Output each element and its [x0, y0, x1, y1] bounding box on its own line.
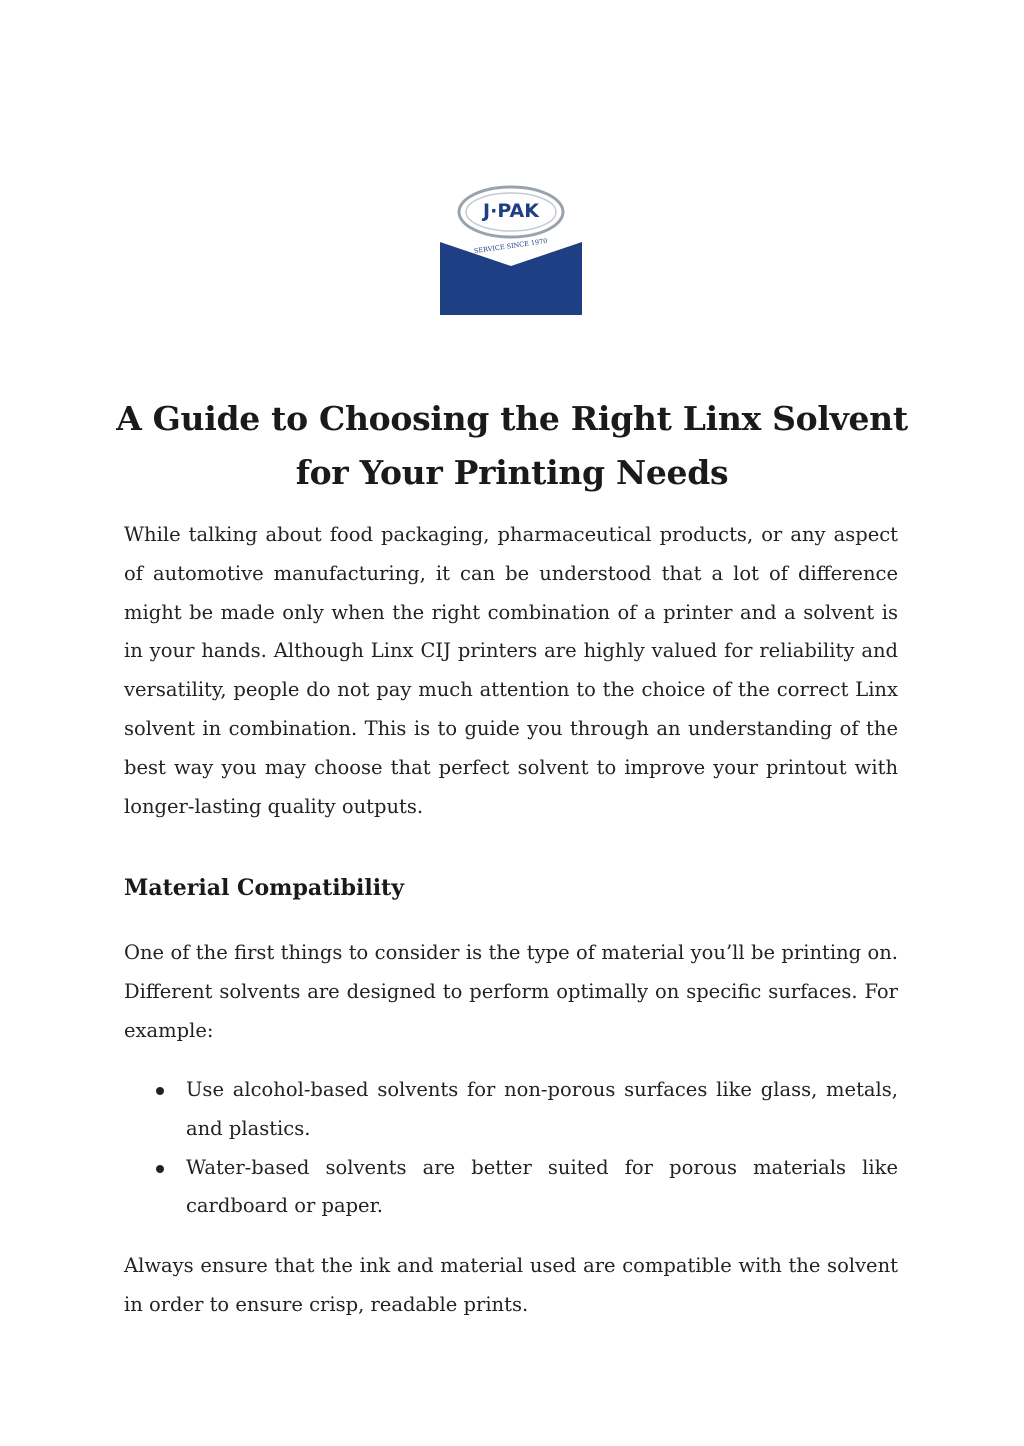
svg-text:J·PAK: J·PAK	[483, 200, 539, 222]
list-item	[124, 1071, 898, 1149]
section-intro-paragraph: One of the first things to consider is the type of material you’ll be printing on. Different solvents are designed to perform optimally on specific surfaces. For example:	[124, 941, 898, 1042]
list-item-text: Water-based solvents are better suited for porous materials like cardboard or paper.	[186, 1155, 898, 1218]
bullet-list	[124, 1071, 898, 1226]
intro-paragraph: While talking about food packaging, pharmaceutical products, or any aspect of automotive manufacturing, it can be understood that a lot of difference might be made only when the right combination of a printer and a solvent is in your hands. Although Linx CIJ printers are highly valued for reliability and versatility, people do not pay much attention to the choice of the correct Linx solvent in combination. This is to guide you through an understanding of the best way you may choose that perfect solvent to improve your printout with longer-lasting quality outputs.	[124, 523, 898, 818]
bullet-icon	[156, 1087, 164, 1095]
list-item-text: Use alcohol-based solvents for non-porous surfaces like glass, metals, and plastics.	[186, 1078, 898, 1140]
jpak-logo	[440, 180, 582, 315]
document-title: A Guide to Choosing the Right Linx Solvent for Your Printing Needs	[116, 399, 908, 492]
section-heading: Material Compatibility	[124, 875, 405, 901]
bullet-icon	[156, 1165, 164, 1173]
svg-text:SERVICE SINCE 1970: SERVICE SINCE 1970	[473, 236, 548, 256]
list-item	[124, 1149, 898, 1227]
closing-paragraph: Always ensure that the ink and material used are compatible with the solvent in order to ensure crisp, readable prints.	[124, 1254, 898, 1316]
